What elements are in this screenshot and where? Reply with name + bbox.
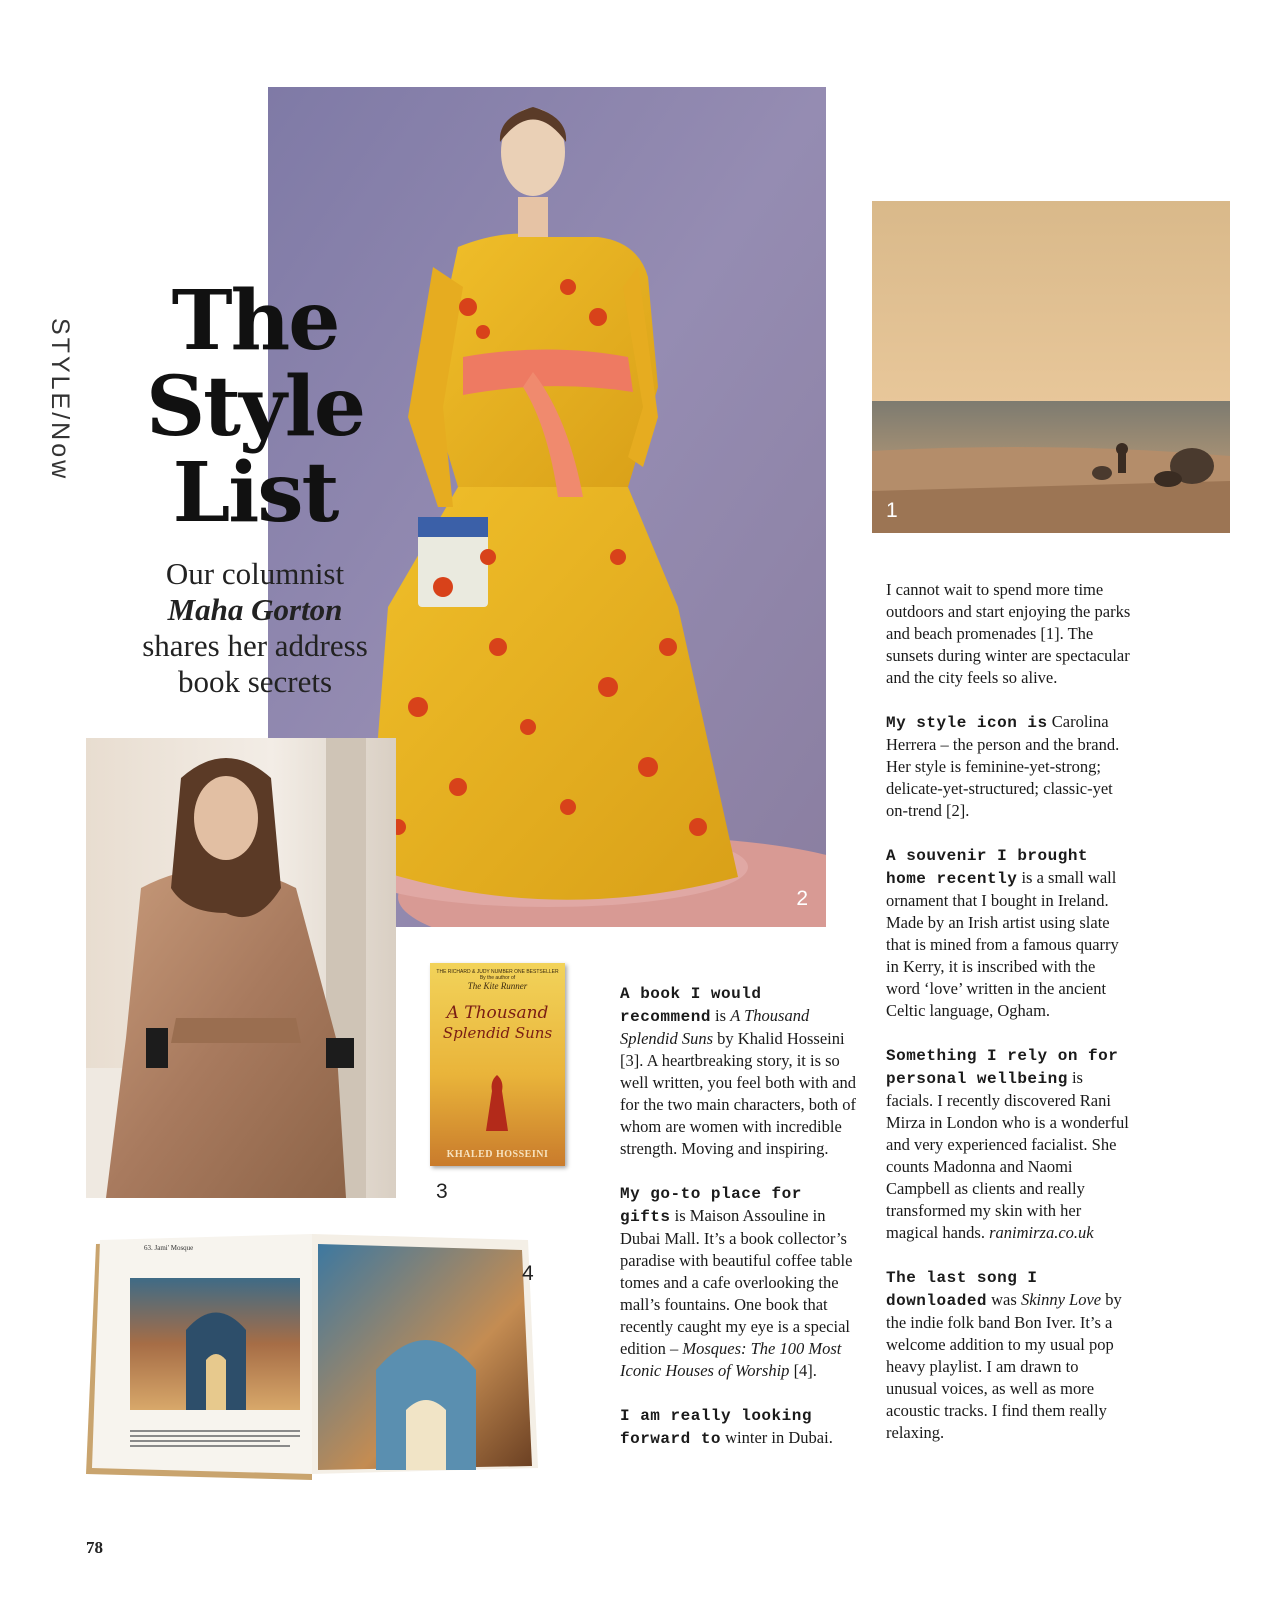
book-cover-figure <box>482 1073 512 1133</box>
text-book-a: is <box>710 1006 731 1025</box>
book-cover <box>430 963 565 1166</box>
paragraph-book <box>620 982 860 1160</box>
open-book-page-title: 63. Jami' Mosque <box>144 1244 194 1252</box>
ranimirza-link[interactable]: ranimirza.co.uk <box>989 1223 1094 1242</box>
column-right <box>886 579 1132 1466</box>
book-cover-by-line: By the author of <box>479 975 516 981</box>
book-cover-title-2: Splendid Suns <box>442 1024 553 1042</box>
caption-number-2: 2 <box>796 887 808 910</box>
text-souvenir: is a small wall ornament that I bought in Ireland. Made by an Irish artist using slate that is mined from a famous quarry in Kerry, it is inscribed with the word ‘love’ written in the ancient Celtic language, Ogham. <box>886 868 1119 1020</box>
book-cover-top-line: THE RICHARD & JUDY NUMBER ONE BESTSELLER <box>436 969 559 975</box>
song-title: Skinny Love <box>1020 1290 1102 1309</box>
paragraph-souvenir <box>886 844 1132 1022</box>
deck-line-2: shares her address <box>142 628 368 663</box>
deck-line-3: book secrets <box>177 664 333 699</box>
headline-line-3: List <box>172 445 338 541</box>
text-song-b: by the indie folk band Bon Iver. It’s a welcome addition to my usual pop heavy playlist. I am drawn to unusual voices, as well as more acoustic tracks. I find them really relaxing. <box>886 1290 1122 1442</box>
columnist-name: Maha Gorton <box>167 592 343 627</box>
lead-souvenir: A souvenir I brought home recently <box>886 847 1089 888</box>
caption-number-3: 3 <box>436 1180 448 1203</box>
headline-line-1: The <box>171 273 339 369</box>
text-winter: winter in Dubai. <box>721 1428 833 1447</box>
book-cover-author: KHALED HOSSEINI <box>446 1149 549 1160</box>
headline-line-2: Style <box>145 359 365 455</box>
page-number: 78 <box>86 1538 103 1557</box>
text-gifts-a: is Maison Assouline in Dubai Mall. It’s a book collector’s paradise with beautiful coffee table tomes and a cafe overlooking the mall’s fountains. One book that recently caught my eye is a special edition – <box>620 1206 853 1358</box>
columnist-portrait <box>86 738 396 1198</box>
deck <box>110 556 400 700</box>
caption-number-4: 4 <box>522 1262 534 1285</box>
mosques-title: Mosques: The 100 Most Iconic Houses of Worship <box>620 1339 842 1380</box>
lead-book: A book I would recommend <box>620 985 762 1026</box>
lead-winter: I am really looking forward to <box>620 1407 812 1448</box>
headline <box>140 273 370 541</box>
beach-photo <box>872 201 1230 533</box>
text-wellbeing: is facials. I recently discovered Rani Mirza in London who is a wonderful and very experienced facialist. She counts Madonna and Naomi Campbell as clients and really transformed my skin with her magical hands. <box>886 1068 1129 1242</box>
book-cover-title-1: A Thousand <box>446 1003 549 1023</box>
text-gifts-b: [4]. <box>789 1361 817 1380</box>
paragraph-style-icon <box>886 711 1132 822</box>
lead-style-icon: My style icon is <box>886 714 1048 732</box>
text-song-a: was <box>987 1290 1021 1309</box>
column-middle <box>620 982 860 1472</box>
text-style-icon: Carolina Herrera – the person and the brand. Her style is feminine-yet-strong; delicate-yet-structured; classic-yet on-trend [2]. <box>886 712 1120 820</box>
deck-line-1: Our columnist <box>165 556 345 591</box>
paragraph-outdoors: I cannot wait to spend more time outdoors and start enjoying the parks and beach promenades [1]. The sunsets during winter are spectacular and the city feels so alive. <box>886 580 1131 687</box>
section-label: STYLE/Now <box>46 318 74 482</box>
paragraph-wellbeing <box>886 1044 1132 1244</box>
book-cover-prior-title: The Kite Runner <box>467 981 528 991</box>
paragraph-song <box>886 1266 1132 1444</box>
paragraph-winter <box>620 1404 860 1450</box>
lead-gifts: My go-to place for gifts <box>620 1185 802 1226</box>
lead-song: The last song I downloaded <box>886 1269 1038 1310</box>
lead-wellbeing: Something I rely on for personal wellbeing <box>886 1047 1119 1088</box>
paragraph-gifts <box>620 1182 860 1382</box>
book-title: A Thousand Splendid Suns <box>620 1006 810 1048</box>
caption-number-1: 1 <box>886 499 898 522</box>
text-book-b: by Khalid Hosseini [3]. A heartbreaking story, it is so well written, you feel both with and for the two main characters, both of whom are women with incredible strength. Moving and inspiring. <box>620 1029 856 1158</box>
open-book <box>86 1230 538 1484</box>
